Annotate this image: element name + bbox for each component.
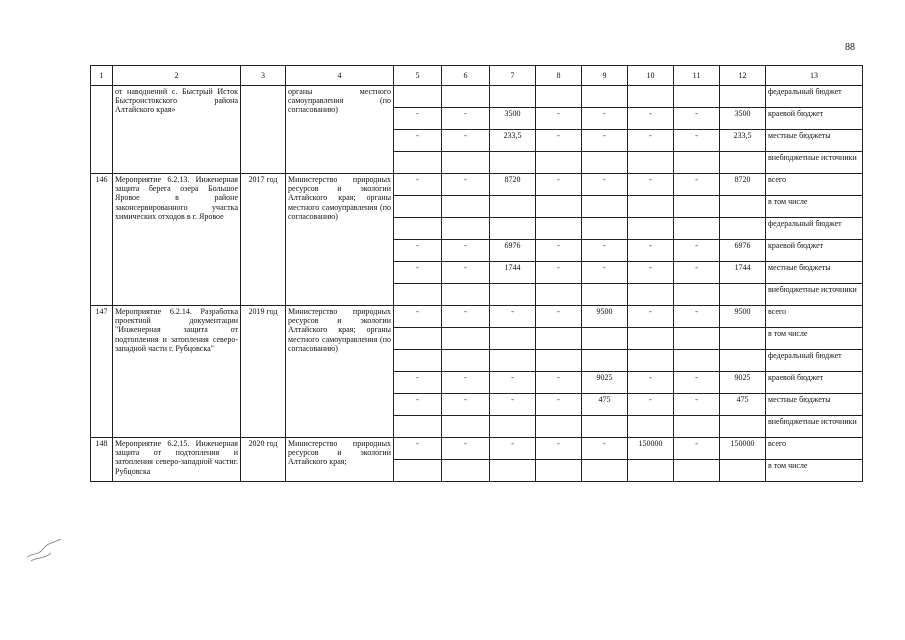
value-cell [536, 460, 582, 482]
value-cell: - [674, 262, 720, 284]
value-cell [536, 328, 582, 350]
value-cell: - [490, 306, 536, 328]
value-cell: - [394, 240, 442, 262]
value-cell [442, 416, 490, 438]
value-cell: - [628, 108, 674, 130]
value-cell [394, 416, 442, 438]
value-cell: - [628, 130, 674, 152]
value-cell: - [442, 130, 490, 152]
measure-executor: Министерство природных ресурсов и экологии Алтайского края; органы местного самоуправления (по согласованию) [286, 306, 394, 438]
value-cell [720, 460, 766, 482]
value-cell [582, 86, 628, 108]
funding-source: всего [766, 306, 863, 328]
value-cell [394, 328, 442, 350]
value-cell: 475 [720, 394, 766, 416]
value-cell [582, 218, 628, 240]
value-cell [674, 460, 720, 482]
value-cell: - [394, 262, 442, 284]
funding-source: краевой бюджет [766, 108, 863, 130]
funding-source: внебюджетные источники [766, 416, 863, 438]
funding-source: местные бюджеты [766, 394, 863, 416]
header-cell-3: 3 [241, 66, 286, 86]
row-number: 146 [91, 174, 113, 306]
value-cell [442, 218, 490, 240]
value-cell [674, 86, 720, 108]
value-cell [674, 218, 720, 240]
row-number [91, 86, 113, 174]
value-cell [720, 284, 766, 306]
value-cell: 8720 [720, 174, 766, 196]
value-cell: 6976 [490, 240, 536, 262]
value-cell [394, 284, 442, 306]
value-cell [720, 218, 766, 240]
value-cell: 9025 [720, 372, 766, 394]
value-cell: - [674, 394, 720, 416]
value-cell [394, 218, 442, 240]
header-cell-9: 9 [582, 66, 628, 86]
header-cell-6: 6 [442, 66, 490, 86]
budget-table [90, 65, 863, 482]
value-cell: - [582, 438, 628, 460]
value-cell: - [674, 438, 720, 460]
value-cell: - [442, 240, 490, 262]
value-cell: - [394, 130, 442, 152]
page-number: 88 [845, 42, 855, 53]
value-cell: 233,5 [490, 130, 536, 152]
value-cell: 475 [582, 394, 628, 416]
value-cell [582, 284, 628, 306]
header-cell-7: 7 [490, 66, 536, 86]
value-cell: - [442, 174, 490, 196]
value-cell [490, 152, 536, 174]
table-row [91, 86, 863, 108]
measure-name: Мероприятие 6.2.14. Разработка проектной документации "Инженерная защита от подтопления и затопления северо-западной части г. Рубцовска" [113, 306, 241, 438]
value-cell: - [490, 394, 536, 416]
value-cell: - [490, 372, 536, 394]
table-row [91, 174, 863, 196]
value-cell: 3500 [720, 108, 766, 130]
value-cell [490, 460, 536, 482]
measure-name: Мероприятие 6.2.13. Инженерная защита берега озера Большое Яровое в районе законсервированного участка химических отходов в г. Яровое [113, 174, 241, 306]
value-cell [394, 152, 442, 174]
value-cell [536, 152, 582, 174]
funding-source: краевой бюджет [766, 372, 863, 394]
row-number: 148 [91, 438, 113, 482]
value-cell [628, 218, 674, 240]
value-cell [536, 350, 582, 372]
measure-year: 2019 год [241, 306, 286, 438]
measure-year: 2020 год [241, 438, 286, 482]
value-cell: 6976 [720, 240, 766, 262]
value-cell: - [536, 240, 582, 262]
value-cell [582, 152, 628, 174]
value-cell: - [628, 174, 674, 196]
value-cell [720, 86, 766, 108]
value-cell: - [536, 108, 582, 130]
value-cell [674, 416, 720, 438]
value-cell [536, 86, 582, 108]
value-cell [720, 152, 766, 174]
funding-source: в том числе [766, 460, 863, 482]
value-cell: - [582, 130, 628, 152]
value-cell [720, 196, 766, 218]
value-cell [582, 328, 628, 350]
value-cell [442, 196, 490, 218]
value-cell: 233,5 [720, 130, 766, 152]
value-cell: - [628, 240, 674, 262]
value-cell: - [674, 108, 720, 130]
value-cell: - [394, 394, 442, 416]
value-cell [442, 328, 490, 350]
value-cell: - [536, 306, 582, 328]
value-cell [536, 218, 582, 240]
value-cell: - [674, 372, 720, 394]
header-cell-13: 13 [766, 66, 863, 86]
value-cell: - [442, 372, 490, 394]
value-cell [720, 350, 766, 372]
measure-executor: Министерство природных ресурсов и экологии Алтайского края; [286, 438, 394, 482]
funding-source: всего [766, 438, 863, 460]
value-cell: - [582, 108, 628, 130]
value-cell [536, 416, 582, 438]
value-cell [674, 328, 720, 350]
value-cell: 3500 [490, 108, 536, 130]
funding-source: внебюджетные источники [766, 152, 863, 174]
value-cell: 9500 [582, 306, 628, 328]
value-cell [490, 284, 536, 306]
value-cell [628, 86, 674, 108]
funding-source: местные бюджеты [766, 262, 863, 284]
value-cell [628, 328, 674, 350]
measure-year [241, 86, 286, 174]
value-cell [674, 284, 720, 306]
table-row [91, 438, 863, 460]
value-cell: - [628, 394, 674, 416]
row-number: 147 [91, 306, 113, 438]
value-cell: - [536, 394, 582, 416]
value-cell: - [442, 306, 490, 328]
measure-name: Мероприятие 6.2.15. Инженерная защита от подтопления и затопления северо-западной частиг. Рубцовска [113, 438, 241, 482]
value-cell: - [536, 174, 582, 196]
value-cell [582, 350, 628, 372]
table-row [91, 306, 863, 328]
value-cell: 1744 [490, 262, 536, 284]
value-cell [582, 416, 628, 438]
value-cell [720, 416, 766, 438]
measure-name: от наводнений с. Быстрый Исток Быстроистокского района Алтайского края» [113, 86, 241, 174]
value-cell: - [394, 174, 442, 196]
value-cell: - [442, 394, 490, 416]
value-cell: - [394, 372, 442, 394]
value-cell [490, 328, 536, 350]
value-cell [582, 196, 628, 218]
value-cell [394, 460, 442, 482]
value-cell [490, 218, 536, 240]
value-cell [674, 350, 720, 372]
funding-source: внебюджетные источники [766, 284, 863, 306]
value-cell [442, 460, 490, 482]
value-cell [628, 416, 674, 438]
value-cell [628, 152, 674, 174]
measure-year: 2017 год [241, 174, 286, 306]
value-cell: - [394, 306, 442, 328]
value-cell: - [536, 372, 582, 394]
value-cell: - [442, 438, 490, 460]
funding-source: в том числе [766, 328, 863, 350]
value-cell [490, 196, 536, 218]
value-cell: - [442, 262, 490, 284]
value-cell [628, 196, 674, 218]
value-cell [720, 328, 766, 350]
value-cell [394, 86, 442, 108]
value-cell: - [394, 108, 442, 130]
value-cell: - [628, 262, 674, 284]
header-cell-1: 1 [91, 66, 113, 86]
funding-source: федеральный бюджет [766, 350, 863, 372]
value-cell: - [628, 306, 674, 328]
value-cell [394, 196, 442, 218]
header-cell-10: 10 [628, 66, 674, 86]
value-cell [582, 460, 628, 482]
value-cell [394, 350, 442, 372]
header-row [91, 66, 863, 86]
value-cell: - [490, 438, 536, 460]
value-cell [490, 86, 536, 108]
funding-source: федеральный бюджет [766, 86, 863, 108]
value-cell: - [582, 262, 628, 284]
header-cell-12: 12 [720, 66, 766, 86]
value-cell: - [536, 438, 582, 460]
funding-source: в том числе [766, 196, 863, 218]
value-cell [628, 284, 674, 306]
value-cell: - [536, 130, 582, 152]
value-cell [442, 152, 490, 174]
value-cell: 9500 [720, 306, 766, 328]
value-cell [490, 416, 536, 438]
value-cell: 150000 [720, 438, 766, 460]
header-cell-11: 11 [674, 66, 720, 86]
measure-executor: органы местного самоуправления (по согласованию) [286, 86, 394, 174]
value-cell: 150000 [628, 438, 674, 460]
value-cell [536, 196, 582, 218]
value-cell [628, 460, 674, 482]
funding-source: федеральный бюджет [766, 218, 863, 240]
funding-source: краевой бюджет [766, 240, 863, 262]
measure-executor: Министерство природных ресурсов и экологии Алтайского края; органы местного самоуправления (по согласованию) [286, 174, 394, 306]
value-cell [442, 350, 490, 372]
value-cell: - [442, 108, 490, 130]
value-cell: - [674, 174, 720, 196]
value-cell [674, 196, 720, 218]
value-cell [536, 284, 582, 306]
value-cell [442, 86, 490, 108]
value-cell: 1744 [720, 262, 766, 284]
value-cell [674, 152, 720, 174]
header-cell-4: 4 [286, 66, 394, 86]
value-cell: - [674, 130, 720, 152]
funding-source: всего [766, 174, 863, 196]
value-cell: - [628, 372, 674, 394]
value-cell: - [394, 438, 442, 460]
value-cell [442, 284, 490, 306]
value-cell [490, 350, 536, 372]
value-cell: 9025 [582, 372, 628, 394]
value-cell: - [674, 306, 720, 328]
value-cell: - [582, 240, 628, 262]
header-cell-8: 8 [536, 66, 582, 86]
handwritten-signature [25, 535, 65, 565]
value-cell: - [674, 240, 720, 262]
value-cell: - [582, 174, 628, 196]
value-cell: - [536, 262, 582, 284]
value-cell [628, 350, 674, 372]
funding-source: местные бюджеты [766, 130, 863, 152]
header-cell-2: 2 [113, 66, 241, 86]
value-cell: 8720 [490, 174, 536, 196]
header-cell-5: 5 [394, 66, 442, 86]
